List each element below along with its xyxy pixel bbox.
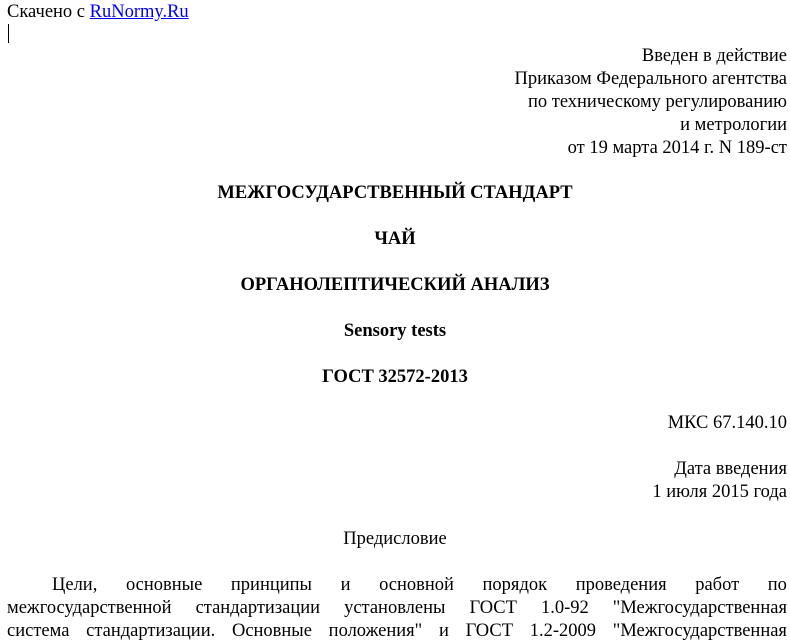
foreword-paragraph: [7, 574, 787, 643]
paragraph-word: по: [767, 575, 787, 595]
product-title: ЧАЙ: [374, 229, 416, 249]
enactment-line: от 19 марта 2014 г. N 189-ст: [567, 138, 787, 158]
mks-code: МКС 67.140.10: [667, 413, 787, 433]
paragraph-word: основные: [125, 575, 203, 595]
paragraph-line: [7, 620, 787, 643]
paragraph-word: Цели,: [52, 575, 98, 595]
text-cursor: [8, 24, 9, 43]
subject-title: ОРГАНОЛЕПТИЧЕСКИЙ АНАЛИЗ: [240, 275, 550, 295]
paragraph-word: "Межгосударственная: [612, 621, 787, 641]
paragraph-word: стандартизации.: [86, 621, 216, 641]
enactment-line: Приказом Федерального агентства: [514, 69, 787, 89]
paragraph-word: 1.0-92: [540, 598, 589, 618]
paragraph-word: ГОСТ: [465, 621, 514, 641]
paragraph-word: система: [7, 621, 70, 641]
intro-date-value: 1 июля 2015 года: [652, 482, 787, 502]
enactment-line: по техническому регулированию: [527, 92, 787, 112]
paragraph-word: стандартизации: [195, 598, 321, 618]
foreword-heading: Предисловие: [343, 529, 447, 549]
intro-date-label: Дата введения: [674, 459, 787, 479]
enactment-line: Введен в действие: [641, 46, 787, 66]
paragraph-word: межгосударственной: [7, 598, 172, 618]
enactment-line: и метрологии: [680, 115, 787, 135]
paragraph-line: [7, 597, 787, 620]
paragraph-word: 1.2-2009: [529, 621, 597, 641]
paragraph-word: принципы: [230, 575, 312, 595]
paragraph-word: проведения: [575, 575, 667, 595]
source-link[interactable]: RuNormy.Ru: [89, 2, 189, 22]
paragraph-word: работ: [695, 575, 740, 595]
paragraph-word: и: [340, 575, 351, 595]
designation-title: ГОСТ 32572-2013: [322, 367, 468, 387]
downloaded-prefix: Скачено с: [7, 2, 90, 22]
paragraph-word: Основные: [231, 621, 312, 641]
paragraph-word: и: [438, 621, 449, 641]
enactment-block: [515, 45, 788, 160]
source-line: [7, 1, 189, 23]
paragraph-line: [7, 574, 787, 597]
standard-type-title: МЕЖГОСУДАРСТВЕННЫЙ СТАНДАРТ: [217, 183, 573, 203]
paragraph-word: "Межгосударственная: [612, 598, 787, 618]
paragraph-word: положения": [328, 621, 423, 641]
paragraph-word: установлены: [344, 598, 446, 618]
paragraph-word: основной: [379, 575, 454, 595]
paragraph-word: ГОСТ: [469, 598, 517, 618]
english-title: Sensory tests: [343, 321, 447, 341]
paragraph-word: порядок: [482, 575, 548, 595]
